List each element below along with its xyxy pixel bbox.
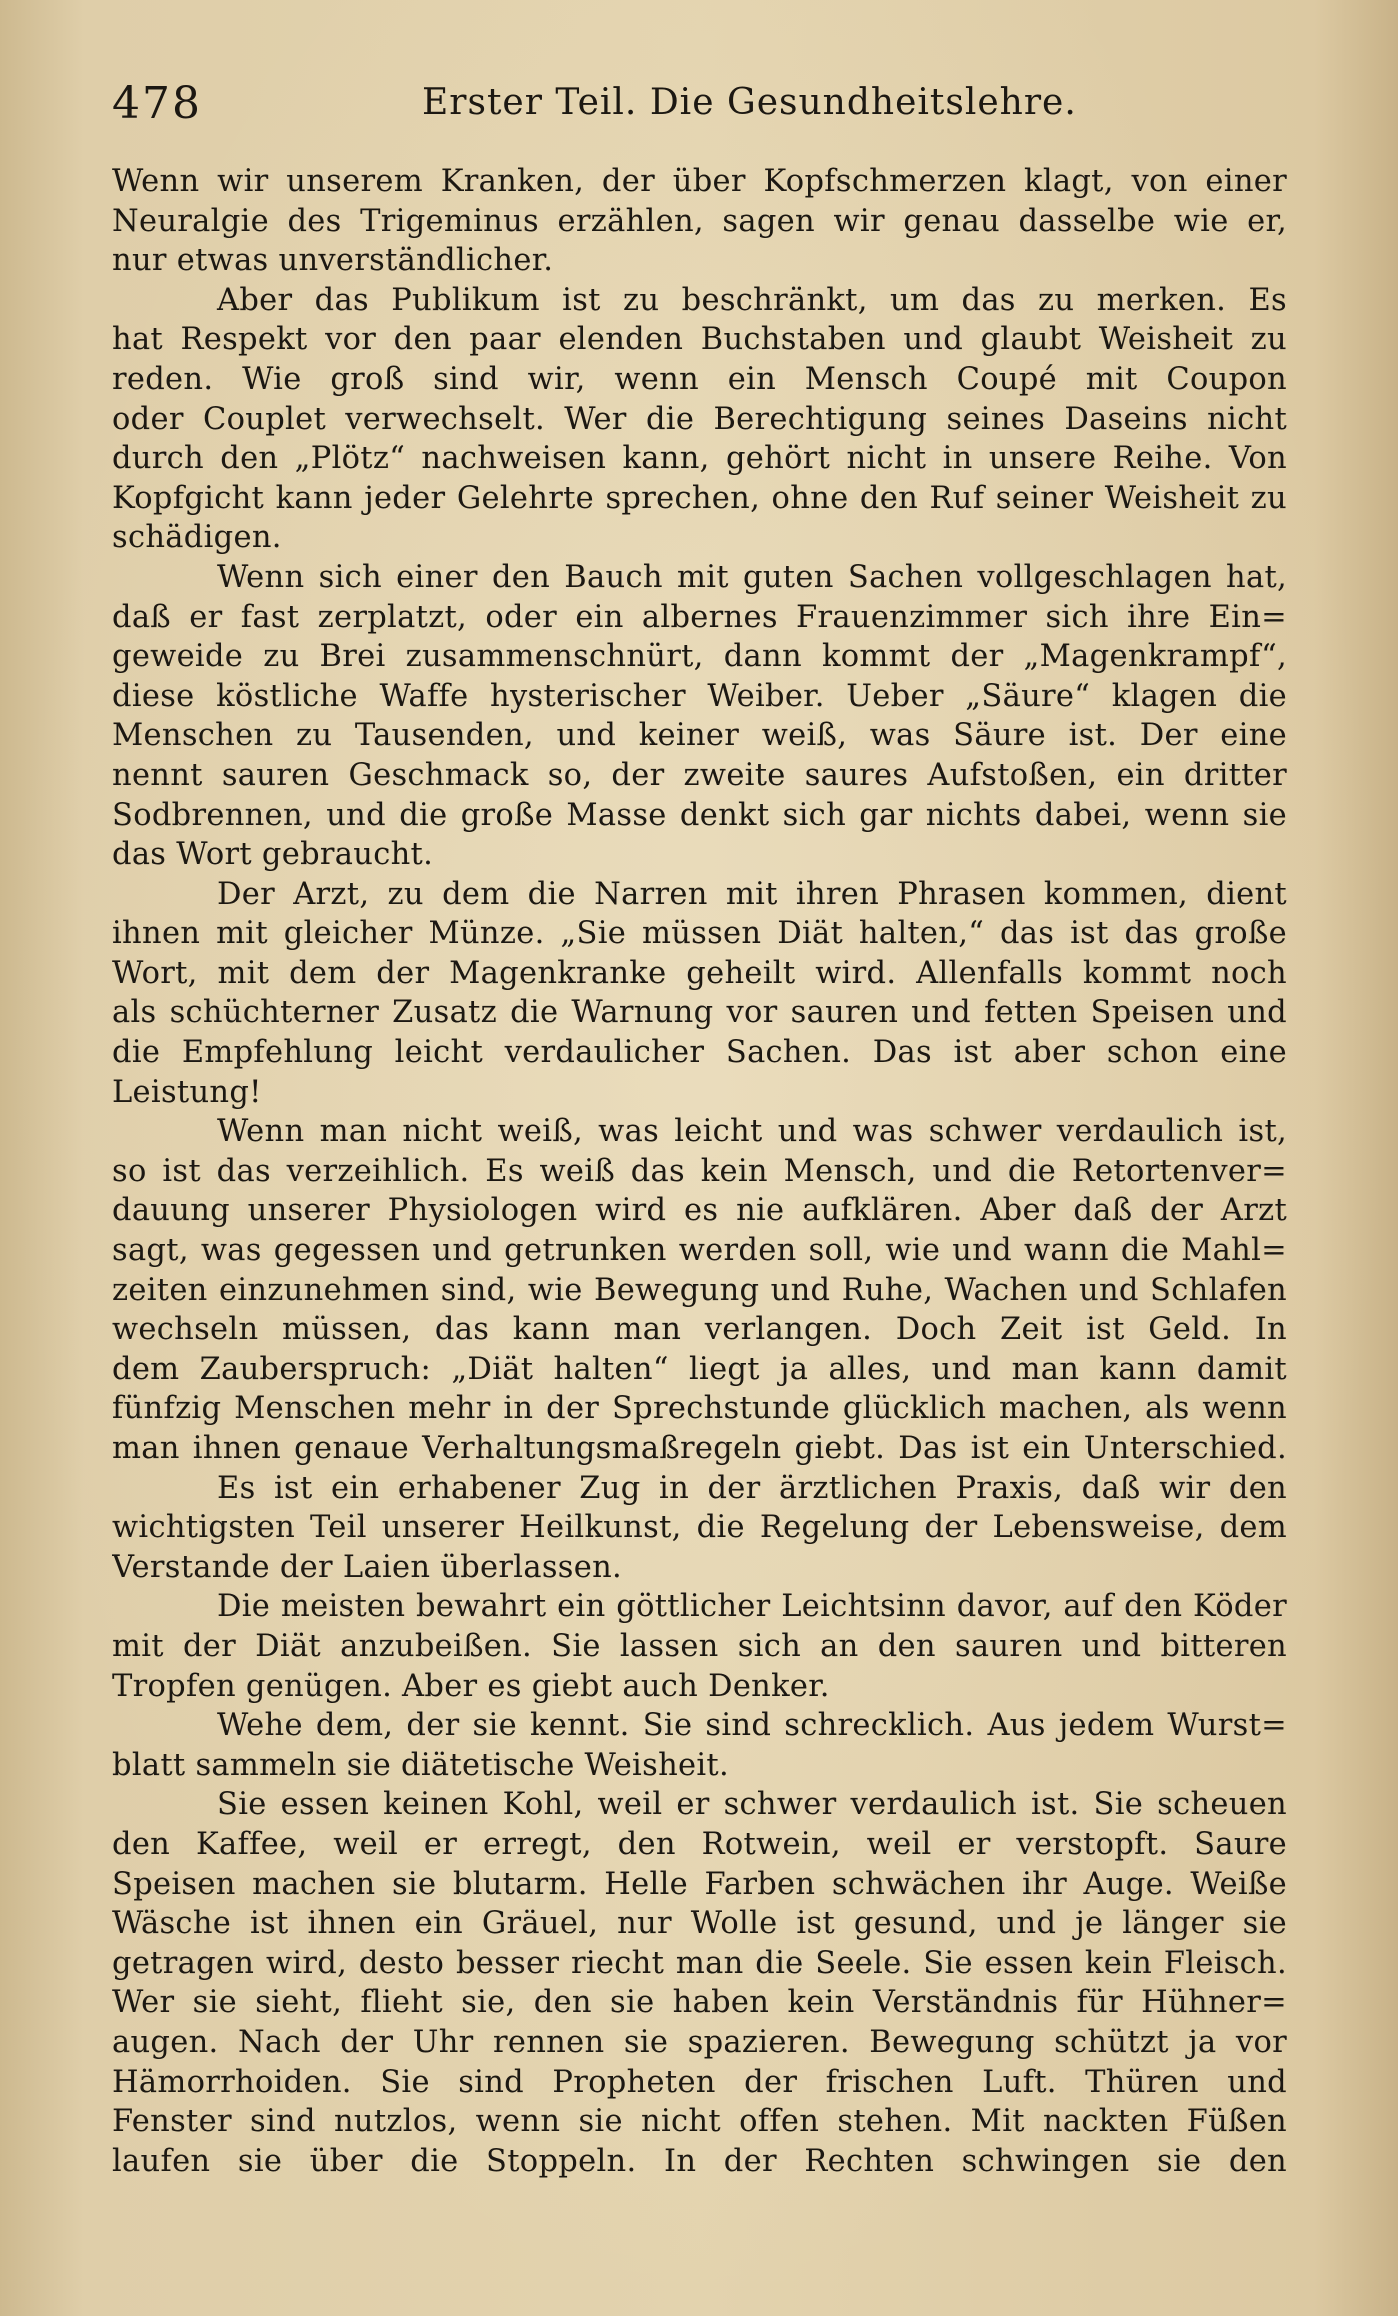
text-line: daß er fast zerplatzt, oder ein albernes Frauenzimmer sich ihre Ein= [112, 599, 1287, 635]
page-header [112, 78, 1287, 138]
text-line: man ihnen genaue Verhaltungsmaßregeln giebt. Das ist ein Unterschied. [112, 1431, 1287, 1466]
text-line: reden. Wie groß sind wir, wenn ein Mensch Coupé mit Coupon [112, 361, 1287, 397]
text-line: zeiten einzunehmen sind, wie Bewegung und Ruhe, Wachen und Schlafen [112, 1272, 1287, 1308]
text-line: Verstande der Laien überlassen. [112, 1549, 623, 1585]
text-line: ihnen mit gleicher Münze. „Sie müssen Diät halten,“ das ist das große [112, 916, 1287, 952]
text-line: fünfzig Menschen mehr in der Sprechstunde glücklich machen, als wenn [112, 1391, 1287, 1427]
text-line: Es ist ein erhabener Zug in der ärztlichen Praxis, daß wir den [217, 1470, 1287, 1506]
text-line: Wehe dem, der sie kennt. Sie sind schrecklich. Aus jedem Wurst= [217, 1708, 1287, 1744]
text-line: oder Couplet verwechselt. Wer die Berechtigung seines Daseins nicht [112, 401, 1287, 437]
text-line: durch den „Plötz“ nachweisen kann, gehört nicht in unsere Reihe. Von [112, 441, 1287, 477]
text-line: die Empfehlung leicht verdaulicher Sachen. Das ist aber schon eine [112, 1035, 1287, 1071]
page-number: 478 [112, 78, 202, 129]
text-line: Wenn man nicht weiß, was leicht und was schwer verdaulich ist, [217, 1114, 1287, 1150]
text-line: Der Arzt, zu dem die Narren mit ihren Phrasen kommen, dient [217, 876, 1287, 912]
text-line: Hämorrhoiden. Sie sind Propheten der frischen Luft. Thüren und [112, 2064, 1287, 2100]
text-line: getragen wird, desto besser riecht man die Seele. Sie essen kein Fleisch. [112, 1945, 1287, 1981]
text-line: Fenster sind nutzlos, wenn sie nicht offen stehen. Mit nackten Füßen [112, 2104, 1287, 2140]
text-line: den Kaffee, weil er erregt, den Rotwein, weil er verstopft. Saure [112, 1826, 1287, 1862]
text-line: Speisen machen sie blutarm. Helle Farben schwächen ihr Auge. Weiße [112, 1866, 1287, 1902]
text-line: Wenn sich einer den Bauch mit guten Sachen vollgeschlagen hat, [217, 559, 1287, 595]
text-line: Menschen zu Tausenden, und keiner weiß, was Säure ist. Der eine [112, 718, 1287, 754]
text-line: dem Zauberspruch: „Diät halten“ liegt ja alles, und man kann damit [112, 1351, 1287, 1387]
body-text [112, 162, 1287, 2181]
text-line: Sodbrennen, und die große Masse denkt sich gar nichts dabei, wenn sie [112, 797, 1287, 833]
text-line: Wäsche ist ihnen ein Gräuel, nur Wolle ist gesund, und je länger sie [112, 1906, 1287, 1942]
text-line: mit der Diät anzubeißen. Sie lassen sich an den sauren und bitteren [112, 1628, 1287, 1664]
text-line: dauung unserer Physiologen wird es nie aufklären. Aber daß der Arzt [112, 1193, 1287, 1229]
text-line: nur etwas unverständlicher. [112, 243, 554, 279]
text-line: schädigen. [112, 520, 282, 556]
text-line: Sie essen keinen Kohl, weil er schwer verdaulich ist. Sie scheuen [217, 1787, 1287, 1823]
text-line: Aber das Publikum ist zu beschränkt, um das zu merken. Es [217, 282, 1287, 318]
text-line: sagt, was gegessen und getrunken werden soll, wie und wann die Mahl= [112, 1233, 1287, 1269]
text-line: Leistung! [112, 1074, 262, 1110]
text-line: Wenn wir unserem Kranken, der über Kopfschmerzen klagt, von einer [112, 164, 1287, 199]
text-line: das Wort gebraucht. [112, 837, 434, 873]
text-line: hat Respekt vor den paar elenden Buchstaben und glaubt Weisheit zu [112, 322, 1287, 358]
text-line: nennt sauren Geschmack so, der zweite saures Aufstoßen, ein dritter [112, 757, 1287, 793]
text-line: laufen sie über die Stoppeln. In der Rechten schwingen sie den [112, 2143, 1287, 2179]
text-line: Tropfen genügen. Aber es giebt auch Denker. [112, 1668, 830, 1704]
text-line: so ist das verzeihlich. Es weiß das kein Mensch, und die Retortenver= [112, 1153, 1287, 1189]
text-line: Die meisten bewahrt ein göttlicher Leichtsinn davor, auf den Köder [217, 1589, 1287, 1625]
text-line: wechseln müssen, das kann man verlangen. Doch Zeit ist Geld. In [112, 1312, 1287, 1348]
text-line: diese köstliche Waffe hysterischer Weiber. Ueber „Säure“ klagen die [112, 678, 1287, 714]
text-line: geweide zu Brei zusammenschnürt, dann kommt der „Magenkrampf“, [112, 639, 1287, 675]
text-line: Kopfgicht kann jeder Gelehrte sprechen, ohne den Ruf seiner Weisheit zu [112, 480, 1287, 516]
text-line: wichtigsten Teil unserer Heilkunst, die Regelung der Lebensweise, dem [112, 1510, 1287, 1546]
running-head: Erster Teil. Die Gesundheitslehre. [422, 82, 1077, 123]
text-line: Neuralgie des Trigeminus erzählen, sagen wir genau dasselbe wie er, [112, 203, 1287, 239]
text-line: blatt sammeln sie diätetische Weisheit. [112, 1747, 729, 1783]
text-line: augen. Nach der Uhr rennen sie spazieren. Bewegung schützt ja vor [112, 2024, 1287, 2060]
text-line: als schüchterner Zusatz die Warnung vor sauren und fetten Speisen und [112, 995, 1287, 1031]
text-line: Wort, mit dem der Magenkranke geheilt wird. Allenfalls kommt noch [112, 955, 1287, 991]
text-line: Wer sie sieht, flieht sie, den sie haben kein Verständnis für Hühner= [112, 1985, 1287, 2021]
